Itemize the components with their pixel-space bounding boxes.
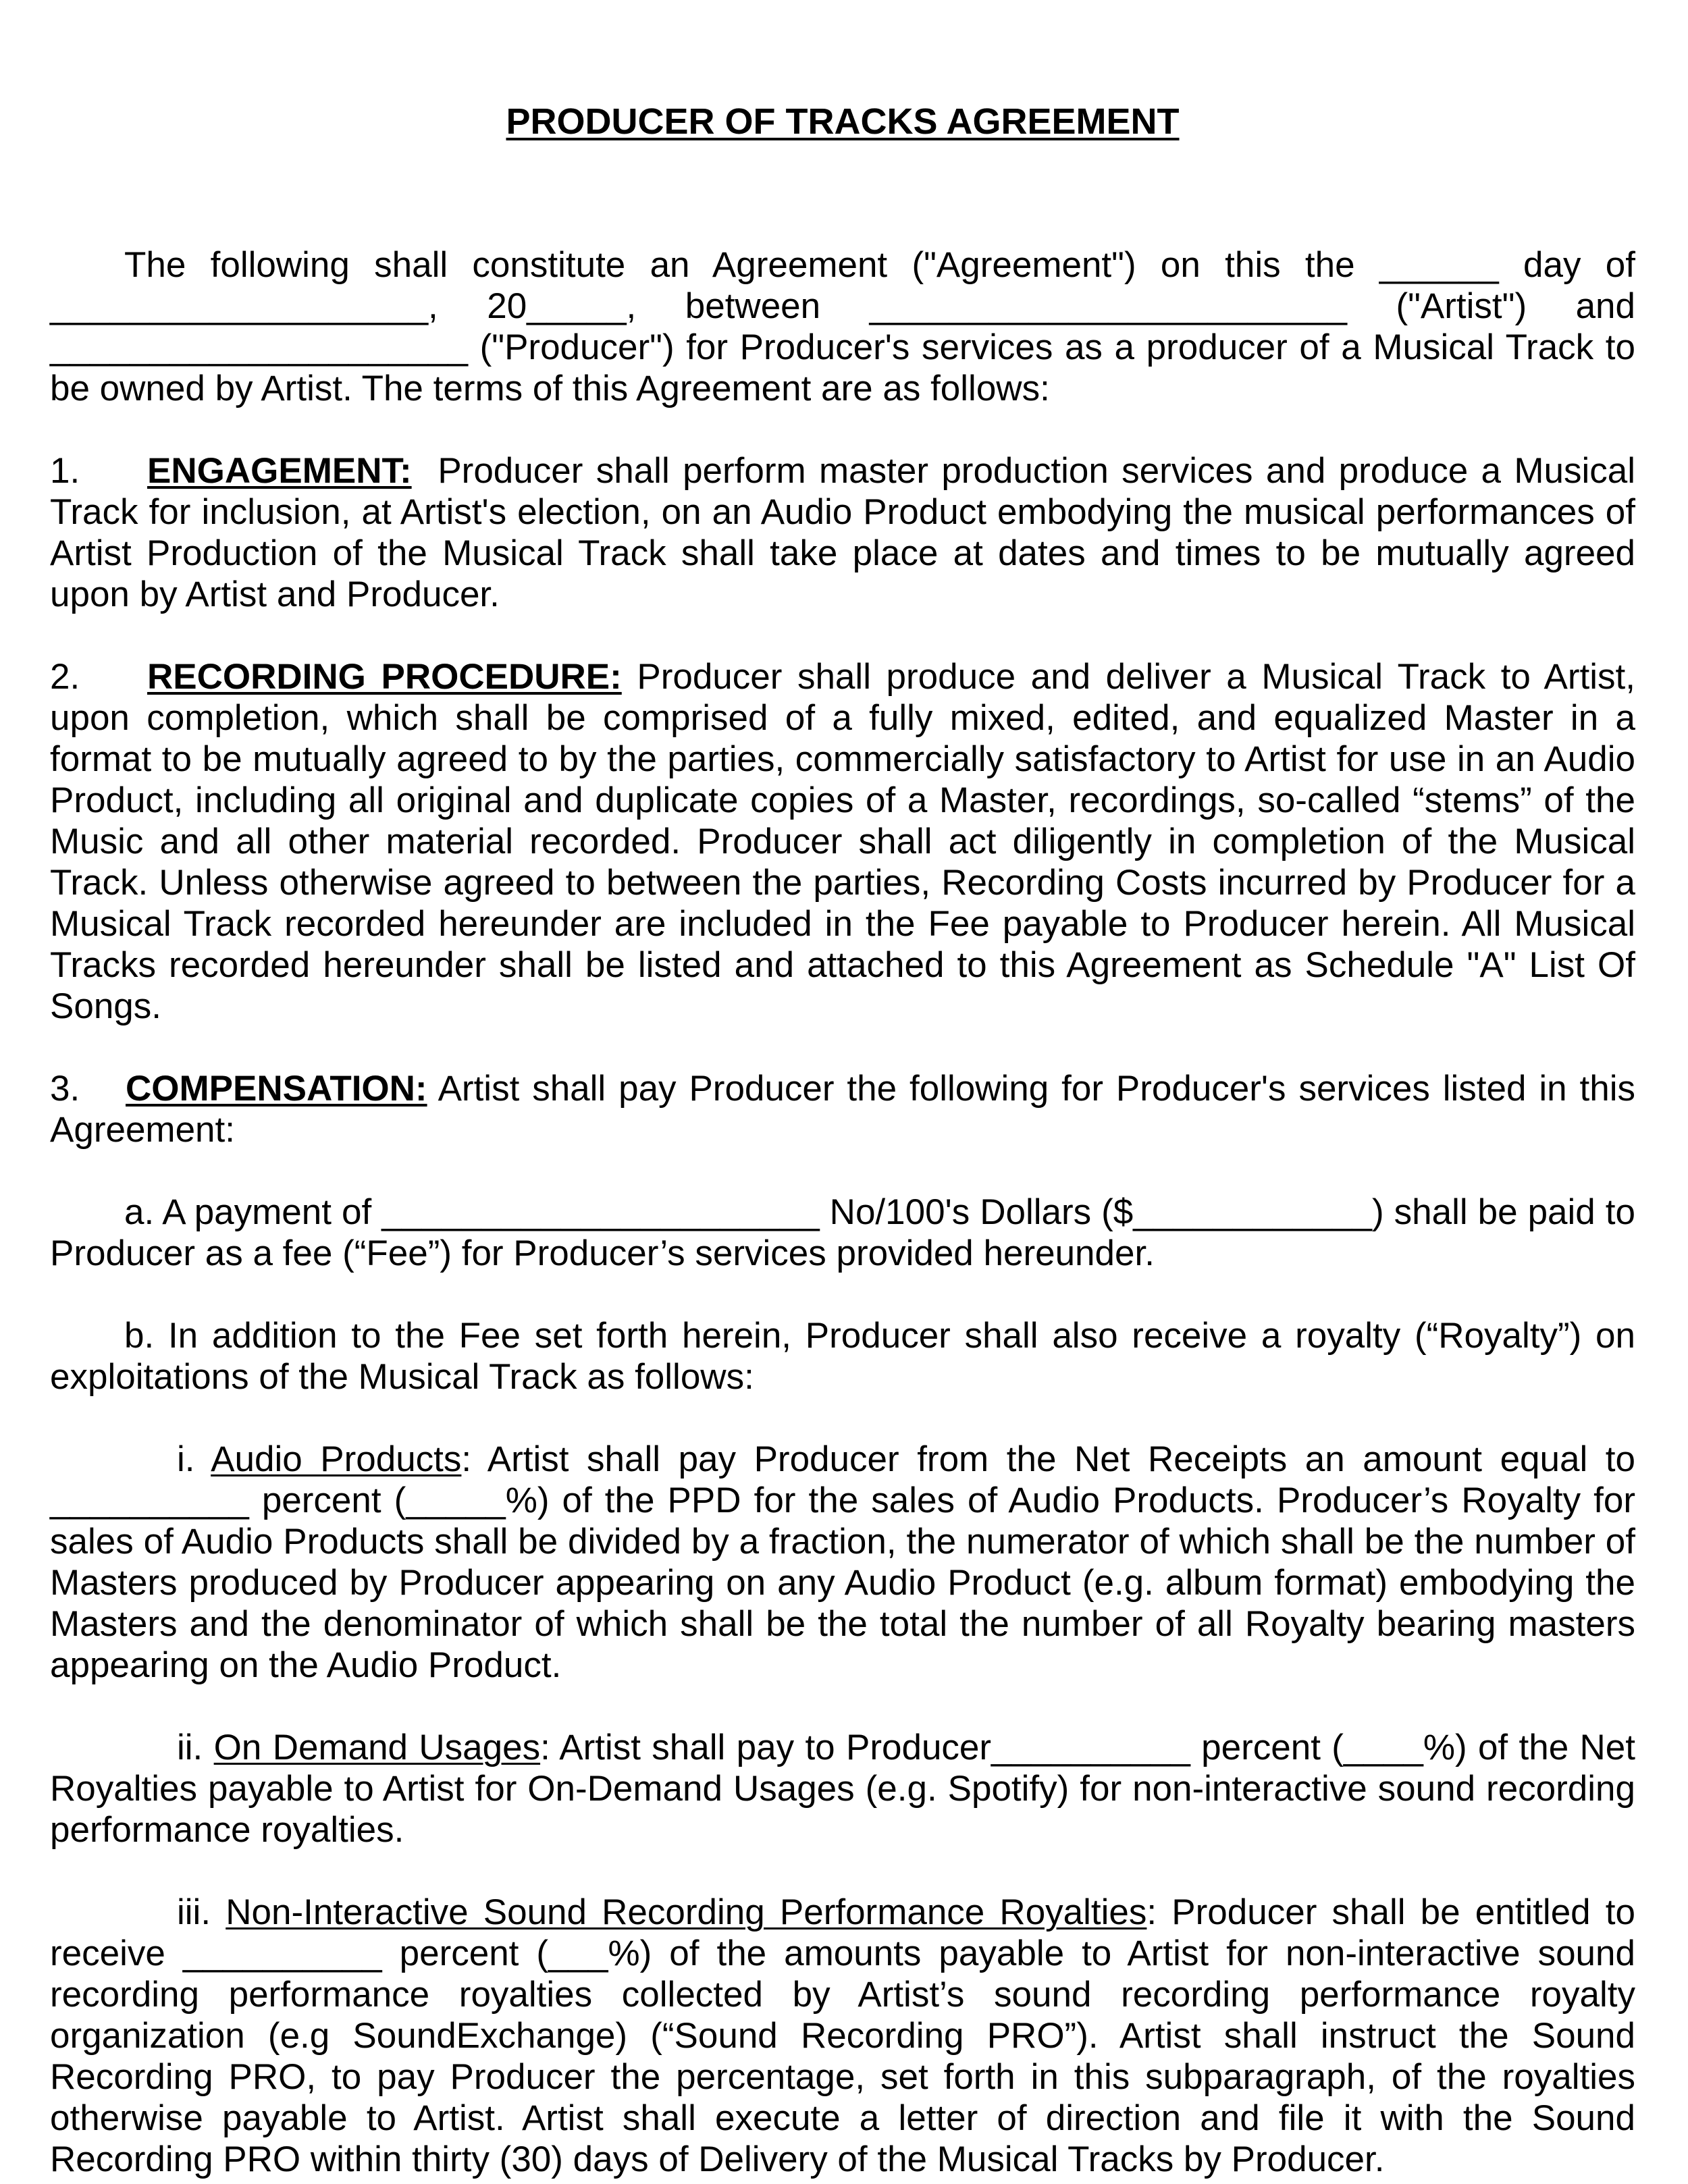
clause-iii — [50, 1892, 1635, 2180]
section-heading: COMPENSATION: — [126, 1069, 427, 1109]
clause-text: : Artist shall pay Producer from the Net Receipts an amount equal to __________ percent (_____%) of the PPD for the sales of Audio Products. Producer’s Royalty for sales of Audio Products shall be divided by a fraction, the numerator of which shall be the number of Masters produced by Producer appearing on any Audio Product (e.g. album format) embodying the Masters and the denominator of which shall be the total the number of all Royalty bearing masters appearing on the Audio Product. — [50, 1439, 1636, 1685]
clause-label: ii. — [177, 1728, 203, 1767]
clause-heading: Audio Products — [211, 1439, 462, 1479]
section-engagement — [50, 450, 1635, 615]
section-text: Producer shall perform master production services and produce a Musical Track for inclusion, at Artist's election, on an Audio Product embodying the musical performances of Artist Production of the Musical Track shall take place at dates and times to be mutually agreed upon by Artist and Producer. — [50, 451, 1635, 614]
clause-heading: Non-Interactive Sound Recording Performance Royalties — [226, 1892, 1147, 1932]
section-heading: RECORDING PROCEDURE: — [147, 657, 622, 697]
clause-text: : Producer shall be entitled to receive __________ percent (___%) of the amounts payable to Artist for non-interactive sound recording performance royalties collected by Artist’s sound recording performance royalty organization (e.g SoundExchange) (“Sound Recording PRO”). Artist shall instruct the Sound Recording PRO, to pay Producer the percentage, set forth in this subparagraph, of the royalties otherwise payable to Artist. Artist shall execute a letter of direction and file it with the Sound Recording PRO within thirty (30) days of Delivery of the Musical Tracks by Producer. — [50, 1892, 1636, 2179]
clause-a: a. A payment of ______________________ No/100's Dollars ($____________) shall be paid to Producer as a fee (“Fee”) for Producer’s services provided hereunder. — [50, 1192, 1635, 1273]
section-heading: ENGAGEMENT: — [147, 451, 412, 491]
section-recording-procedure — [50, 656, 1635, 1027]
intro-paragraph: The following shall constitute an Agreement ("Agreement") on this the ______ day of ___________________, 20_____, between ________________________ ("Artist") and _____________________ ("Producer") for Producer's services as a producer of a Musical Track to be owned by Artist. The terms of this Agreement are as follows: — [50, 245, 1635, 408]
section-number: 3. — [50, 1069, 80, 1109]
clause-ii — [50, 1727, 1635, 1850]
section-number: 1. — [50, 451, 80, 491]
clause-b: b. In addition to the Fee set forth herein, Producer shall also receive a royalty (“Royalty”) on exploitations of the Musical Track as follows: — [50, 1316, 1635, 1397]
section-compensation — [50, 1068, 1635, 1150]
section-text: Artist shall pay Producer the following for Producer's services listed in this Agreement: — [50, 1069, 1635, 1150]
document-title: PRODUCER OF TRACKS AGREEMENT — [506, 101, 1180, 142]
section-text: Producer shall produce and deliver a Musical Track to Artist, upon completion, which shall be comprised of a fully mixed, edited, and equalized Master in a format to be mutually agreed to by the parties, commercially satisfactory to Artist for use in an Audio Product, including all original and duplicate copies of a Master, recordings, so-called “stems” of the Music and all other material recorded. Producer shall act diligently in completion of the Musical Track. Unless otherwise agreed to between the parties, Recording Costs incurred by Producer for a Musical Track recorded hereunder are included in the Fee payable to Producer herein. All Musical Tracks recorded hereunder shall be listed and attached to this Agreement as Schedule "A" List Of Songs. — [50, 657, 1635, 1026]
clause-i — [50, 1439, 1635, 1686]
clause-text: : Artist shall pay to Producer__________ percent (____%) of the Net Royalties payable to Artist for On-Demand Usages (e.g. Spotify) for non-interactive sound recording performance royalties. — [50, 1728, 1636, 1850]
section-number: 2. — [50, 657, 80, 697]
clause-label: i. — [177, 1439, 195, 1479]
clause-label: iii. — [177, 1892, 211, 1932]
clause-heading: On Demand Usages — [213, 1728, 541, 1767]
